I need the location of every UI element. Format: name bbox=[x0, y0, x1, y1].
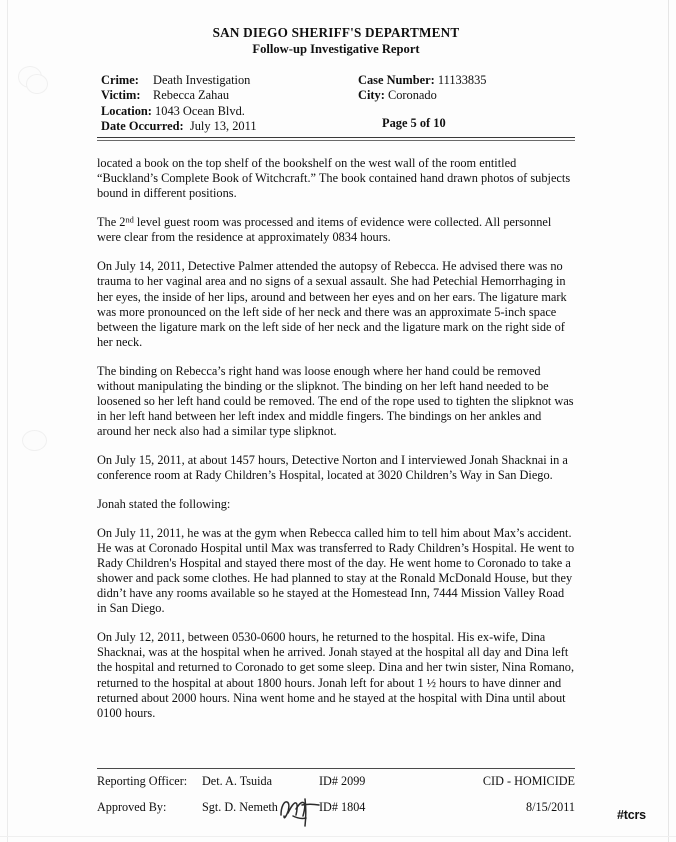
scan-edge-left bbox=[7, 0, 8, 842]
field-location-label: Location: bbox=[101, 103, 152, 118]
case-header-right-column bbox=[358, 73, 573, 131]
field-location bbox=[101, 104, 356, 119]
body-paragraph: On July 14, 2011, Detective Palmer attended the autopsy of Rebecca. He advised there was no trauma to her vaginal area and no signs of a sexual assault. She had Petechial Hemorrhaging in her eyes, the inside of her lips, around and between her eyes and on her ears. The ligature mark was more pronounced on the left side of her neck and there was an approximate 5-inch space between the ligature mark on the left side of her neck and the ligature mark on the right side of her neck. bbox=[97, 259, 567, 349]
unit-label: CID - HOMICIDE bbox=[482, 774, 575, 788]
case-header-left-column bbox=[101, 73, 356, 134]
report-subtitle: Follow-up Investigative Report bbox=[252, 42, 420, 57]
report-body bbox=[97, 149, 575, 720]
document-content bbox=[97, 0, 575, 721]
hole-punch-mark bbox=[26, 74, 48, 94]
approved-by-label: Approved By: bbox=[97, 800, 167, 814]
header-divider bbox=[97, 137, 575, 141]
field-crime-value: Death Investigation bbox=[153, 73, 251, 88]
reporting-officer-label: Reporting Officer: bbox=[97, 774, 188, 788]
field-date-occurred bbox=[101, 119, 356, 134]
body-paragraph: Jonah stated the following: bbox=[97, 497, 231, 512]
footer-row-reporting-officer bbox=[97, 769, 575, 795]
field-victim-value: Rebecca Zahau bbox=[153, 88, 230, 103]
field-victim bbox=[101, 88, 356, 103]
approved-by-name: Sgt. D. Nemeth bbox=[202, 800, 278, 814]
page-number: Page 5 of 10 bbox=[382, 115, 446, 130]
approved-date: 8/15/2011 bbox=[526, 800, 575, 814]
body-paragraph: On July 11, 2011, he was at the gym when Rebecca called him to tell him about Max’s accident. He was at Coronado Hospital until Max was transferred to Rady Children’s Hospital. He went to Rady Children's Hospital and stayed there most of the day. He went home to Coronado to take a shower and pack some clothes. He had planned to stay at the Ronald McDonald House, but they didn’t have any rooms available so he stayed at the Homestead Inn, 7444 Mission Valley Road in San Diego. bbox=[97, 526, 575, 616]
report-footer bbox=[97, 768, 575, 821]
field-city-label: City: bbox=[358, 88, 385, 103]
field-location-value: 1043 Ocean Blvd. bbox=[155, 103, 245, 118]
reporting-officer-id: ID# 2099 bbox=[319, 774, 366, 788]
field-city bbox=[358, 88, 573, 103]
approved-by-id: ID# 1804 bbox=[319, 800, 366, 814]
body-paragraph: On July 12, 2011, between 0530-0600 hours, he returned to the hospital. His ex-wife, Dina Shacknai, was at the hospital when he arrived. Jonah stayed at the hospital all day and Dina left the hospital and returned to Coronado to get some sleep. Dina and her twin sister, Nina Romano, returned to the hospital at about 1800 hours. Jonah left for about 1 ½ hours to have dinner and returned about 2000 hours. Nina went home and he stayed at the hospital with Dina until about 0100 hours. bbox=[97, 630, 575, 720]
reporting-officer-name: Det. A. Tsuida bbox=[202, 774, 273, 788]
scan-edge-bottom bbox=[0, 836, 676, 837]
field-crime bbox=[101, 73, 356, 88]
department-title: SAN DIEGO SHERIFF'S DEPARTMENT bbox=[212, 25, 460, 40]
paragraph-text-after-superscript: level guest room was processed and items of evidence were collected. All personnel were clear from the residence at approximately 0834 hours. bbox=[97, 215, 552, 245]
body-paragraph: The binding on Rebecca’s right hand was loose enough where her hand could be removed without manipulating the binding or the slipknot. The binding on her left hand needed to be loosened so her left hand could be removed. The end of the rope used to tighten the slipknot was in her left hand between her left index and middle fingers. The bindings on her ankles and around her neck also had a similar type slipknot. bbox=[97, 363, 574, 438]
footer-row-approved-by bbox=[97, 795, 575, 821]
body-paragraph bbox=[97, 215, 575, 245]
paragraph-text-before-superscript: The 2 bbox=[97, 215, 126, 230]
field-case-number bbox=[358, 73, 573, 88]
field-city-value: Coronado bbox=[387, 88, 437, 103]
field-case-number-value: 11133835 bbox=[437, 73, 487, 88]
hole-punch-mark bbox=[22, 430, 47, 451]
field-date-occurred-label: Date Occurred: bbox=[101, 118, 184, 133]
ordinal-superscript: nd bbox=[125, 215, 134, 225]
field-date-occurred-value: July 13, 2011 bbox=[189, 118, 257, 133]
watermark: #tcrs bbox=[617, 808, 646, 822]
body-paragraph: On July 15, 2011, at about 1457 hours, Detective Norton and I interviewed Jonah Shacknai in a conference room at Rady Children’s Hospital, located at 3020 Children’s Way in San Diego. bbox=[97, 452, 568, 482]
field-case-number-label: Case Number: bbox=[358, 73, 435, 88]
body-paragraph: located a book on the top shelf of the bookshelf on the west wall of the room entitled “Buckland’s Complete Book of Witchcraft.” The book contained hand drawn photos of subjects bound in different positions. bbox=[97, 156, 571, 201]
case-header-block bbox=[97, 73, 575, 135]
field-crime-label: Crime: bbox=[101, 73, 139, 88]
scan-edge-right bbox=[668, 0, 669, 842]
field-victim-label: Victim: bbox=[101, 88, 141, 103]
